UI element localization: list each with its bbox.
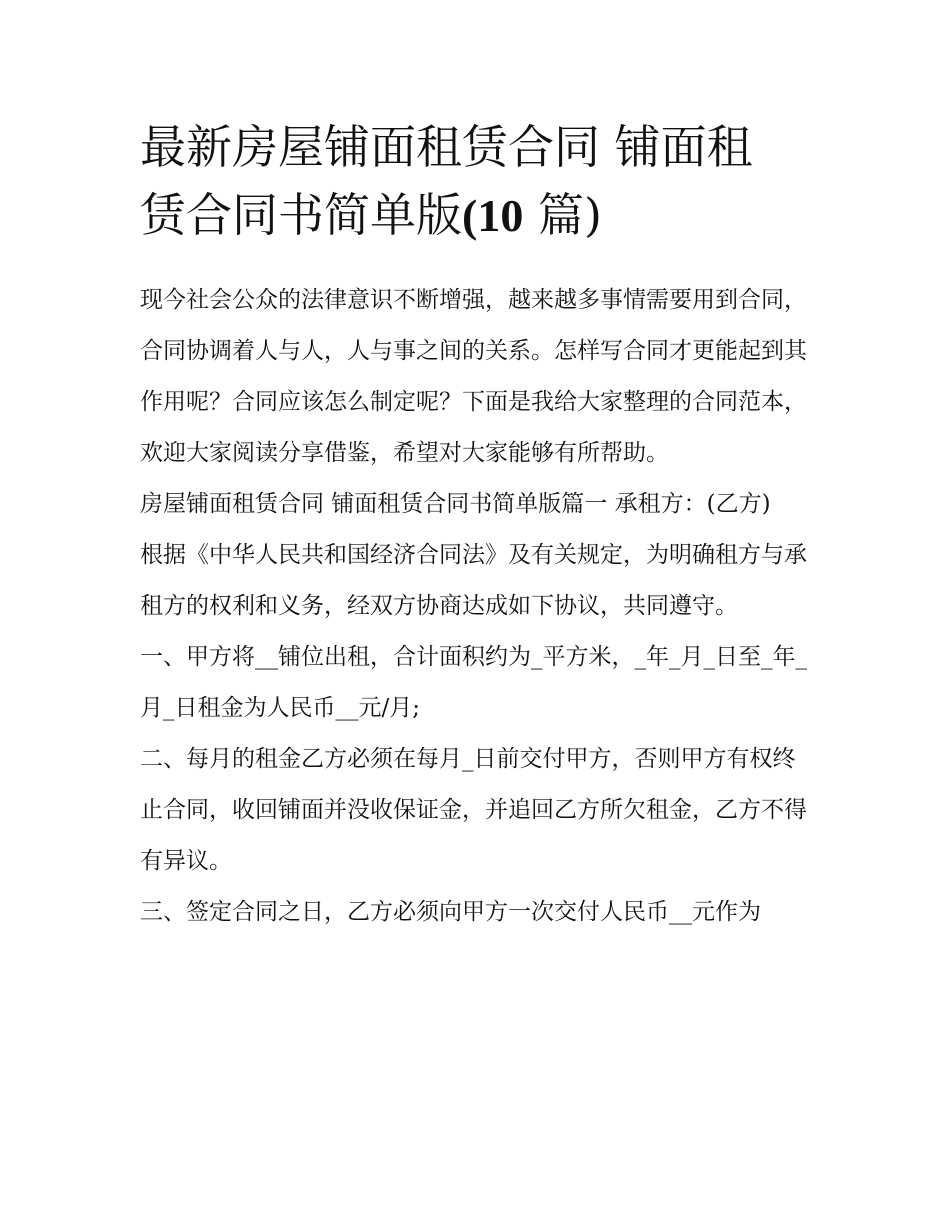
title-line-2: 赁合同书简单版 bbox=[140, 188, 462, 242]
clause-2-paragraph: 二、每月的租金乙方必须在每月_日前交付甲方，否则甲方有权终止合同，收回铺面并没收保证金，并追回乙方所欠租金，乙方不得有异议。 bbox=[140, 746, 807, 874]
clause-3-paragraph: 三、签定合同之日，乙方必须向甲方一次交付人民币__元作为 bbox=[140, 899, 761, 925]
title-count: (10 bbox=[462, 190, 524, 241]
document-content bbox=[140, 113, 812, 938]
document-title bbox=[140, 113, 812, 250]
document-body bbox=[140, 275, 812, 938]
clause-1-paragraph: 一、甲方将__铺位出租，合计面积约为_平方米，_年_月_日至_年_月_日租金为人民币__元/月; bbox=[140, 644, 807, 721]
title-count-unit: 篇) bbox=[523, 188, 602, 242]
intro-paragraph: 现今社会公众的法律意识不断增强，越来越多事情需要用到合同，合同协调着人与人，人与事之间的关系。怎样写合同才更能起到其作用呢？合同应该怎么制定呢？下面是我给大家整理的合同范本，欢迎大家阅读分享借鉴，希望对大家能够有所帮助。 bbox=[140, 287, 807, 466]
section-heading-paragraph: 房屋铺面租赁合同 铺面租赁合同书简单版篇一 承租方：(乙方) bbox=[140, 491, 771, 517]
basis-paragraph: 根据《中华人民共和国经济合同法》及有关规定，为明确租方与承租方的权利和义务，经双方协商达成如下协议，共同遵守。 bbox=[140, 542, 807, 619]
title-line-1: 最新房屋铺面租赁合同 铺面租 bbox=[140, 120, 753, 174]
